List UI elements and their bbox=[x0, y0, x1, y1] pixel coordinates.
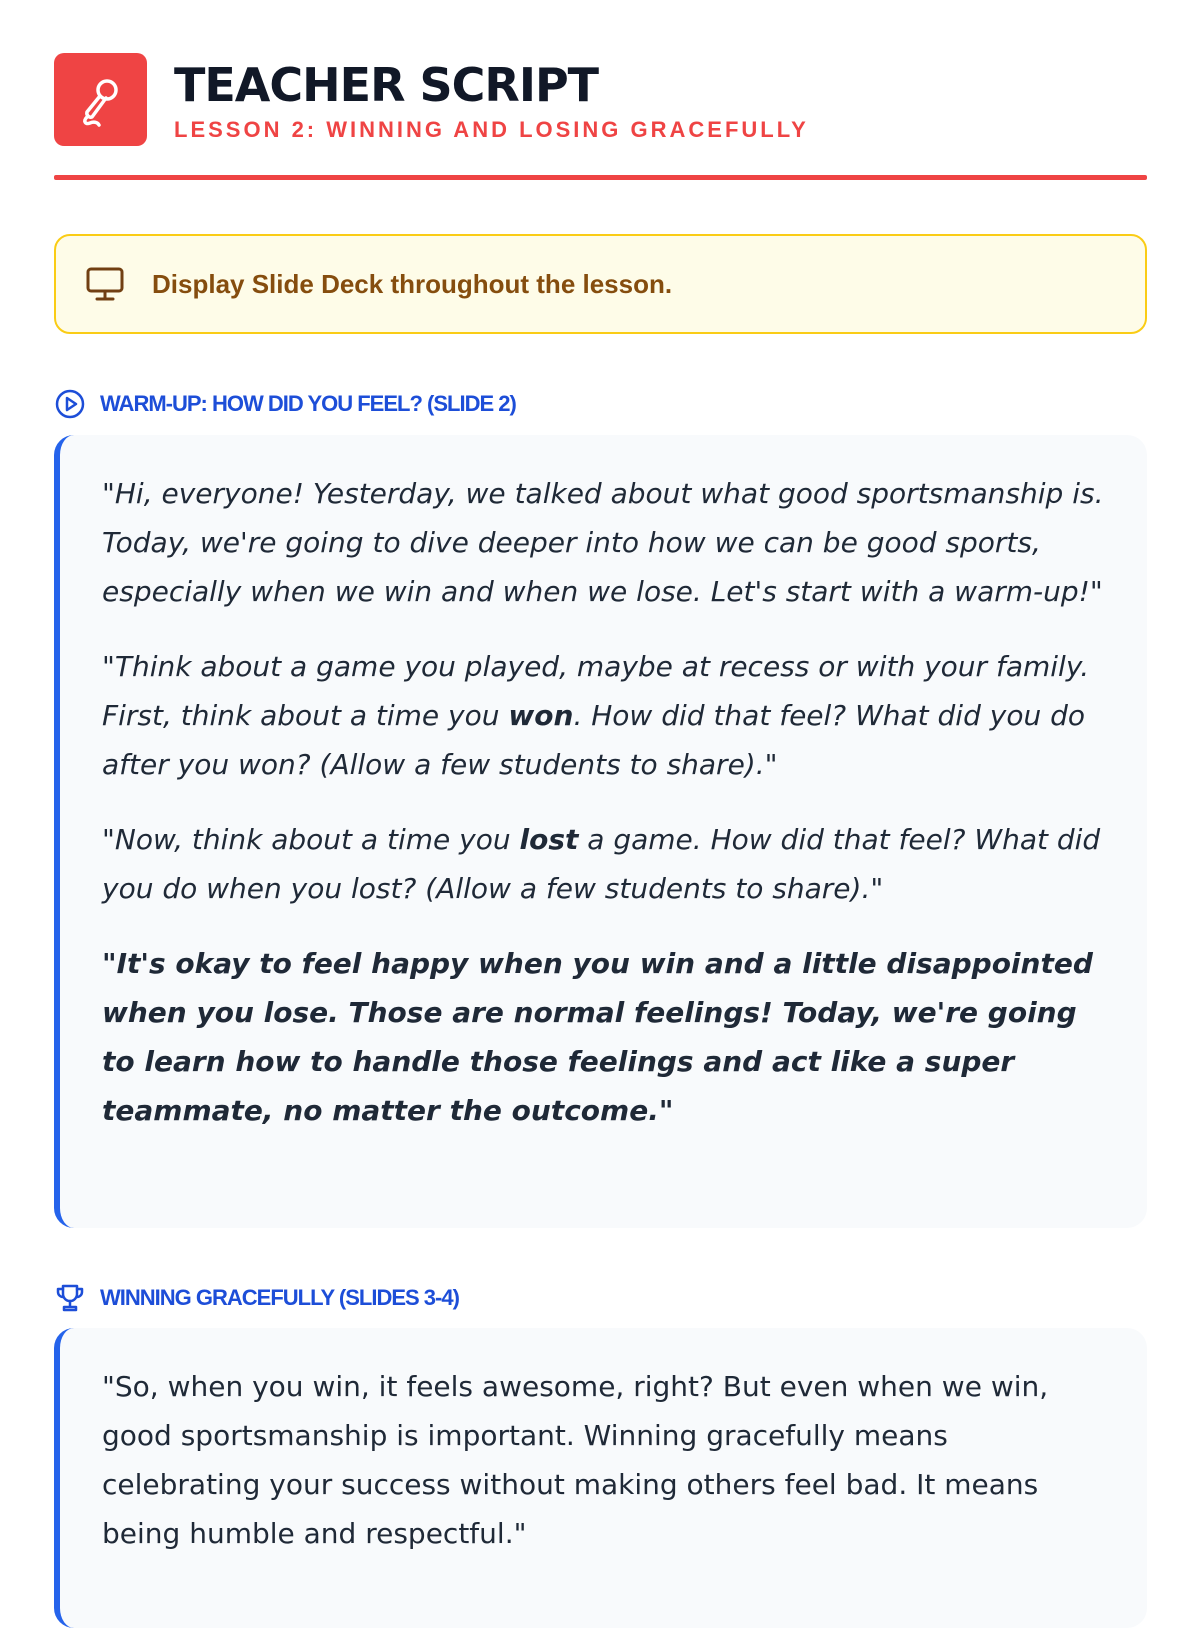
script-paragraph: "Now, think about a time you lost a game. How did that feel? What did you do when you lost? (Allow a few students to share)." bbox=[102, 823, 1101, 905]
note-text: Display Slide Deck throughout the lesson. bbox=[152, 268, 673, 299]
slide-deck-note bbox=[54, 234, 1147, 334]
section-heading-winning bbox=[54, 1282, 459, 1314]
microphone-icon bbox=[54, 53, 147, 146]
script-card-winning bbox=[54, 1328, 1147, 1628]
script-paragraph: "So, when you win, it feels awesome, right? But even when we win, good sportsmanship is important. Winning gracefully means celebrating your success without making others feel bad. It means being humble and respectful." bbox=[102, 1370, 1049, 1550]
lesson-subtitle: LESSON 2: WINNING AND LOSING GRACEFULLY bbox=[174, 117, 809, 142]
section-heading-warm-up bbox=[54, 388, 516, 420]
script-paragraph-emphasis: "It's okay to feel happy when you win and a little disappointed when you lose. Those are normal feelings! Today, we're going to learn how to handle those feelings and act like a super teammate, no matter the outcome." bbox=[102, 947, 1093, 1127]
play-circle-icon bbox=[54, 388, 86, 420]
header-divider bbox=[54, 175, 1147, 180]
monitor-icon bbox=[84, 263, 126, 305]
page-header bbox=[54, 53, 1147, 181]
page-title: TEACHER SCRIPT bbox=[174, 58, 599, 112]
section-title: WINNING GRACEFULLY (SLIDES 3-4) bbox=[100, 1285, 459, 1310]
script-paragraph: "Hi, everyone! Yesterday, we talked about what good sportsmanship is. Today, we're going to dive deeper into how we can be good sports, especially when we win and when we lose. Let's start with a warm-up!" bbox=[102, 477, 1104, 608]
script-card-warm-up bbox=[54, 435, 1147, 1228]
section-title: WARM-UP: HOW DID YOU FEEL? (SLIDE 2) bbox=[100, 391, 516, 416]
trophy-icon bbox=[54, 1282, 86, 1314]
script-paragraph: "Think about a game you played, maybe at recess or with your family. First, think about a time you won. How did that feel? What did you do after you won? (Allow a few students to share)." bbox=[102, 650, 1090, 781]
